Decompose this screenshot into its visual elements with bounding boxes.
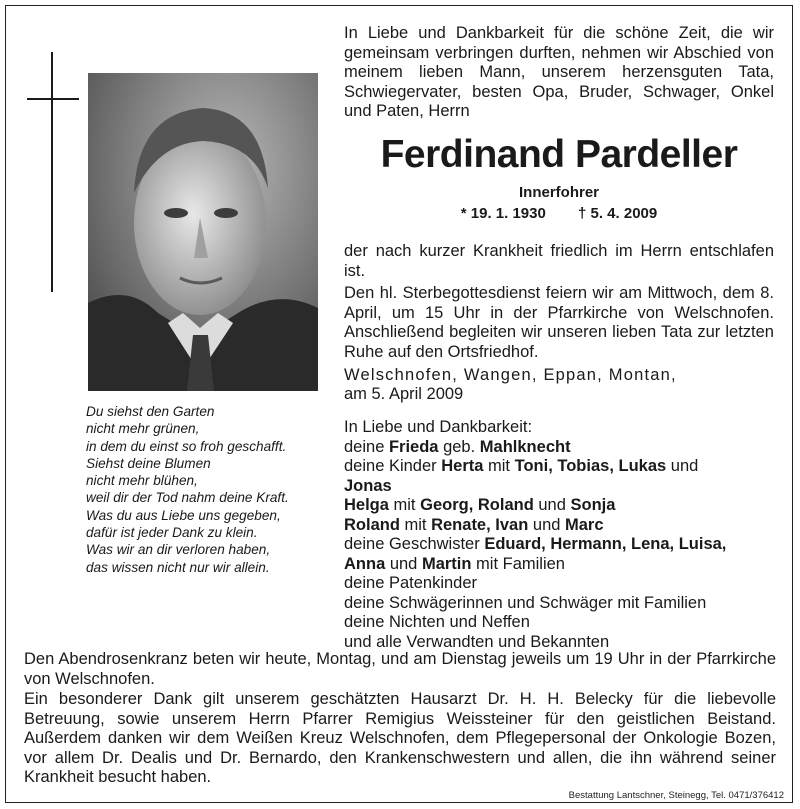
portrait-photo [88,73,318,391]
poem-line: Siehst deine Blumen [86,455,211,471]
list-item: deine Nichten und Neffen [344,613,530,631]
signers-heading: In Liebe und Dankbarkeit: [344,418,533,436]
list-item: Helga mit Georg, Roland und Sonja [344,496,616,514]
poem-line: Was du aus Liebe uns gegeben, [86,507,281,523]
house-name: Innerfohrer [518,184,599,201]
signers-list [344,418,784,652]
place-date: am 5. April 2009 [344,385,464,403]
rosary-text: Den Abendrosenkranz beten wir heute, Montag, und am Dienstag jeweils um 19 Uhr in der Pfarrkirche von Welschnofen. [24,650,776,688]
poem-line: das wissen nicht nur wir allein. [86,559,270,575]
list-item: deine Geschwister Eduard, Hermann, Lena, Luisa, [344,535,727,553]
list-item: Anna und Martin mit Familien [344,554,565,573]
list-item: deine Frieda geb. Mahlknecht [344,437,571,456]
places-text: Welschnofen, Wangen, Eppan, Montan, [344,366,677,384]
thanks-text: Ein besonderer Dank gilt unserem geschätzten Hausarzt Dr. H. H. Belecky für die liebevolle Betreuung, sowie unserem Herrn Pfarrer Remigius Weissteiner für den geistlichen Beistand. Außerdem danken wir dem Weißen Kreuz Welschnofen, dem Pflegepersonal der Onkologie Bozen, vor allem Dr. Dealis und Dr. Bernardo, den Krankenschwestern und allen, die ihn während seiner Krankheit besucht haben. [24,690,776,786]
poem-line: Was wir an dir verloren haben, [86,542,271,558]
list-item: deine Schwägerinnen und Schwäger mit Familien [344,593,707,612]
service-text: Den hl. Sterbegottesdienst feiern wir am Mittwoch, dem 8. April, um 15 Uhr in der Pfarrkirche von Welschnofen. Anschließend begleiten wir unseren lieben Tata zur letzten Ruhe auf den Ortsfriedhof. [344,284,774,361]
poem-line: nicht mehr grünen, [86,421,200,437]
poem-line: dafür ist jeder Dank zu klein. [86,525,258,541]
cross-icon-bar [27,98,79,100]
list-item: Jonas [344,476,392,495]
poem-line: Du siehst den Garten [86,404,215,419]
passed-text: der nach kurzer Krankheit friedlich im Herrn entschlafen ist. [344,242,774,280]
list-item: und alle Verwandten und Bekannten [344,632,610,651]
deceased-name: Ferdinand Pardeller [380,133,738,176]
intro-text: In Liebe und Dankbarkeit für die schöne Zeit, die wir gemeinsam verbringen durften, nehmen wir Abschied von meinem lieben Mann, unserem herzensguten Tata, Schwiegervater, besten Opa, Bruder, Schwager, Onkel und Paten, Herrn [344,24,774,120]
memorial-poem [86,403,326,576]
birth-date: * 19. 1. 1930 [460,205,546,222]
life-dates [344,205,774,222]
poem-line: in dem du einst so froh geschafft. [86,438,287,454]
list-item: deine Kinder Herta mit Toni, Tobias, Lukas und [344,457,699,475]
funeral-home-footer: Bestattung Lantschner, Steinegg, Tel. 0471/376412 [568,790,784,801]
cross-icon [51,52,53,292]
death-date: † 5. 4. 2009 [578,205,658,222]
list-item: deine Patenkinder [344,574,478,592]
list-item: Roland mit Renate, Ivan und Marc [344,515,604,534]
poem-line: weil dir der Tod nahm deine Kraft. [86,490,289,506]
poem-line: nicht mehr blühen, [86,473,198,489]
